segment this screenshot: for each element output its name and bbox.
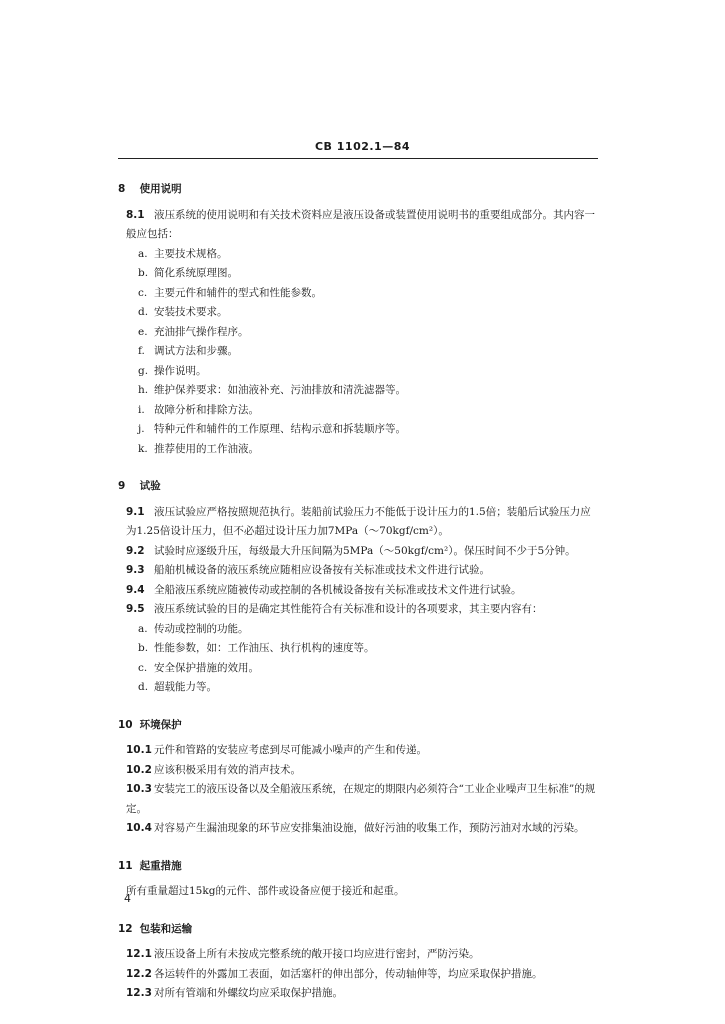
list-item-label: b.	[138, 267, 149, 279]
list-item	[118, 620, 598, 640]
section-9-list	[118, 620, 598, 698]
list-item	[118, 284, 598, 304]
clause-text: 全船液压系统应随被传动或控制的各机械设备按有关标准或技术文件进行试验。	[154, 583, 522, 596]
list-item	[118, 362, 598, 382]
list-item-text: 操作说明。	[154, 364, 207, 377]
list-item-label: d.	[138, 306, 149, 318]
clause-text: 液压系统试验的目的是确定其性能符合有关标准和设计的各项要求，其主要内容有：	[154, 603, 543, 615]
list-item	[118, 381, 598, 401]
list-item	[118, 303, 598, 323]
clause-number: 9.3	[126, 564, 145, 576]
clause	[118, 503, 598, 542]
clause-text: 船舶机械设备的液压系统应随相应设备按有关标准或技术文件进行试验。	[154, 564, 490, 576]
section-heading-12	[118, 920, 598, 940]
list-item-label: i.	[138, 403, 145, 416]
section-title: 包装和运输	[139, 922, 193, 935]
clause	[118, 600, 598, 620]
section-10-clauses	[118, 741, 598, 839]
clause-text: 各运转件的外露加工表面，如活塞杆的伸出部分，传动轴伸等，均应采取保护措施。	[154, 967, 543, 980]
list-item	[118, 678, 598, 698]
clause-number: 12.1	[126, 948, 152, 960]
list-item-text: 调试方法和步骤。	[154, 345, 238, 357]
list-item	[118, 639, 598, 659]
clause-number: 9.1	[126, 505, 145, 518]
list-item-text: 简化系统原理图。	[154, 267, 238, 279]
list-item-label: d.	[138, 681, 149, 693]
list-item-text: 安全保护措施的效用。	[154, 661, 259, 674]
clause-number: 12.3	[126, 987, 152, 999]
clause-number: 10.1	[126, 744, 152, 756]
list-item-text: 充油排气操作程序。	[154, 325, 249, 338]
section-title: 环境保护	[139, 718, 182, 731]
section-title: 使用说明	[139, 183, 182, 195]
clause-number: 12.2	[126, 967, 152, 980]
section-heading-9	[118, 477, 598, 497]
clause	[118, 761, 598, 781]
section-title: 起重措施	[139, 859, 182, 872]
section-number: 8	[118, 183, 126, 195]
clause	[118, 561, 598, 581]
list-item-label: f.	[138, 345, 145, 357]
list-item	[118, 245, 598, 265]
clause	[118, 741, 598, 761]
clause-text: 元件和管路的安装应考虑到尽可能减小噪声的产生和传递。	[154, 744, 427, 756]
list-item-text: 传动或控制的功能。	[154, 622, 249, 635]
clause-text: 试验时应逐级升压，每级最大升压间隔为5MPa（～50kgf/cm²）。保压时间不少于5分钟。	[154, 544, 576, 557]
section-number: 11	[118, 859, 133, 872]
clause	[118, 965, 598, 985]
list-item	[118, 440, 598, 460]
clause	[118, 984, 598, 1004]
list-item-text: 推荐使用的工作油液。	[154, 442, 259, 455]
list-item-label: j.	[138, 423, 145, 435]
list-item-label: h.	[138, 384, 149, 396]
clause-text: 液压系统的使用说明和有关技术资料应是液压设备或装置使用说明书的重要组成部分。其内容一般应包括：	[126, 208, 595, 240]
list-item-text: 性能参数，如：工作油压、执行机构的速度等。	[154, 642, 375, 654]
list-item	[118, 420, 598, 440]
clause	[118, 581, 598, 601]
list-item-text: 主要技术规格。	[154, 247, 228, 260]
clause-number: 8.1	[126, 208, 145, 221]
list-item-label: b.	[138, 642, 149, 654]
section-11-text: 所有重量超过15kg的元件、部件或设备应便于接近和起重。	[126, 885, 405, 897]
clause-text: 对容易产生漏油现象的环节应安排集油设施，做好污油的收集工作，预防污油对水域的污染。	[154, 822, 585, 834]
list-item-text: 维护保养要求：如油液补充、污油排放和清洗滤器等。	[154, 384, 406, 396]
document-body	[118, 172, 598, 1004]
section-12-clauses	[118, 945, 598, 1004]
list-item-text: 故障分析和排除方法。	[154, 403, 259, 416]
clause-text: 液压试验应严格按照规范执行。装船前试验压力不能低于设计压力的1.5倍；装船后试验压力应为1.25倍设计压力，但不必超过设计压力加7MPa（～70kgf/cm²）。	[126, 505, 591, 537]
clause	[118, 780, 598, 819]
section-title: 试验	[139, 480, 161, 492]
list-item-label: c.	[138, 286, 148, 299]
header-rule	[118, 158, 598, 159]
list-item-label: a.	[138, 247, 148, 260]
standard-code: CB 1102.1—84	[314, 140, 411, 153]
list-item	[118, 659, 598, 679]
section-number: 9	[118, 480, 126, 492]
clause-number: 10.2	[126, 763, 152, 776]
list-item-text: 特种元件和辅件的工作原理、结构示意和拆装顺序等。	[154, 423, 406, 435]
section-heading-11	[118, 857, 598, 877]
clause	[118, 945, 598, 965]
list-item-label: k.	[138, 442, 148, 455]
list-item-label: c.	[138, 661, 148, 674]
section-number: 12	[118, 922, 133, 935]
list-item-label: g.	[138, 364, 149, 377]
section-heading-8	[118, 180, 598, 200]
clause-number: 9.4	[126, 583, 145, 596]
clause-number: 10.4	[126, 822, 152, 834]
page-number: 4	[124, 892, 131, 905]
list-item-text: 主要元件和辅件的型式和性能参数。	[154, 286, 322, 299]
list-item-label: e.	[138, 325, 148, 338]
section-9-clauses	[118, 503, 598, 620]
list-item	[118, 401, 598, 421]
clause	[118, 819, 598, 839]
clause-text: 安装完工的液压设备以及全船液压系统，在规定的期限内必须符合“工业企业噪声卫生标准”的规定。	[126, 783, 596, 815]
section-heading-10	[118, 716, 598, 736]
clause-number: 10.3	[126, 783, 152, 795]
list-item-label: a.	[138, 622, 148, 635]
clause-number: 9.5	[126, 603, 145, 615]
section-number: 10	[118, 718, 133, 731]
list-item	[118, 342, 598, 362]
list-item	[118, 323, 598, 343]
clause-text: 对所有管端和外螺纹均应采取保护措施。	[154, 987, 343, 999]
clause	[118, 542, 598, 562]
list-item-text: 安装技术要求。	[154, 306, 228, 318]
clause-number: 9.2	[126, 544, 145, 557]
list-item-text: 超载能力等。	[154, 681, 217, 693]
section-8-list	[118, 245, 598, 460]
list-item	[118, 264, 598, 284]
clause-text: 液压设备上所有未按成完整系统的敞开接口均应进行密封，严防污染。	[154, 948, 480, 960]
clause-text: 应该积极采用有效的消声技术。	[154, 763, 301, 776]
clause-8-1	[118, 206, 598, 245]
